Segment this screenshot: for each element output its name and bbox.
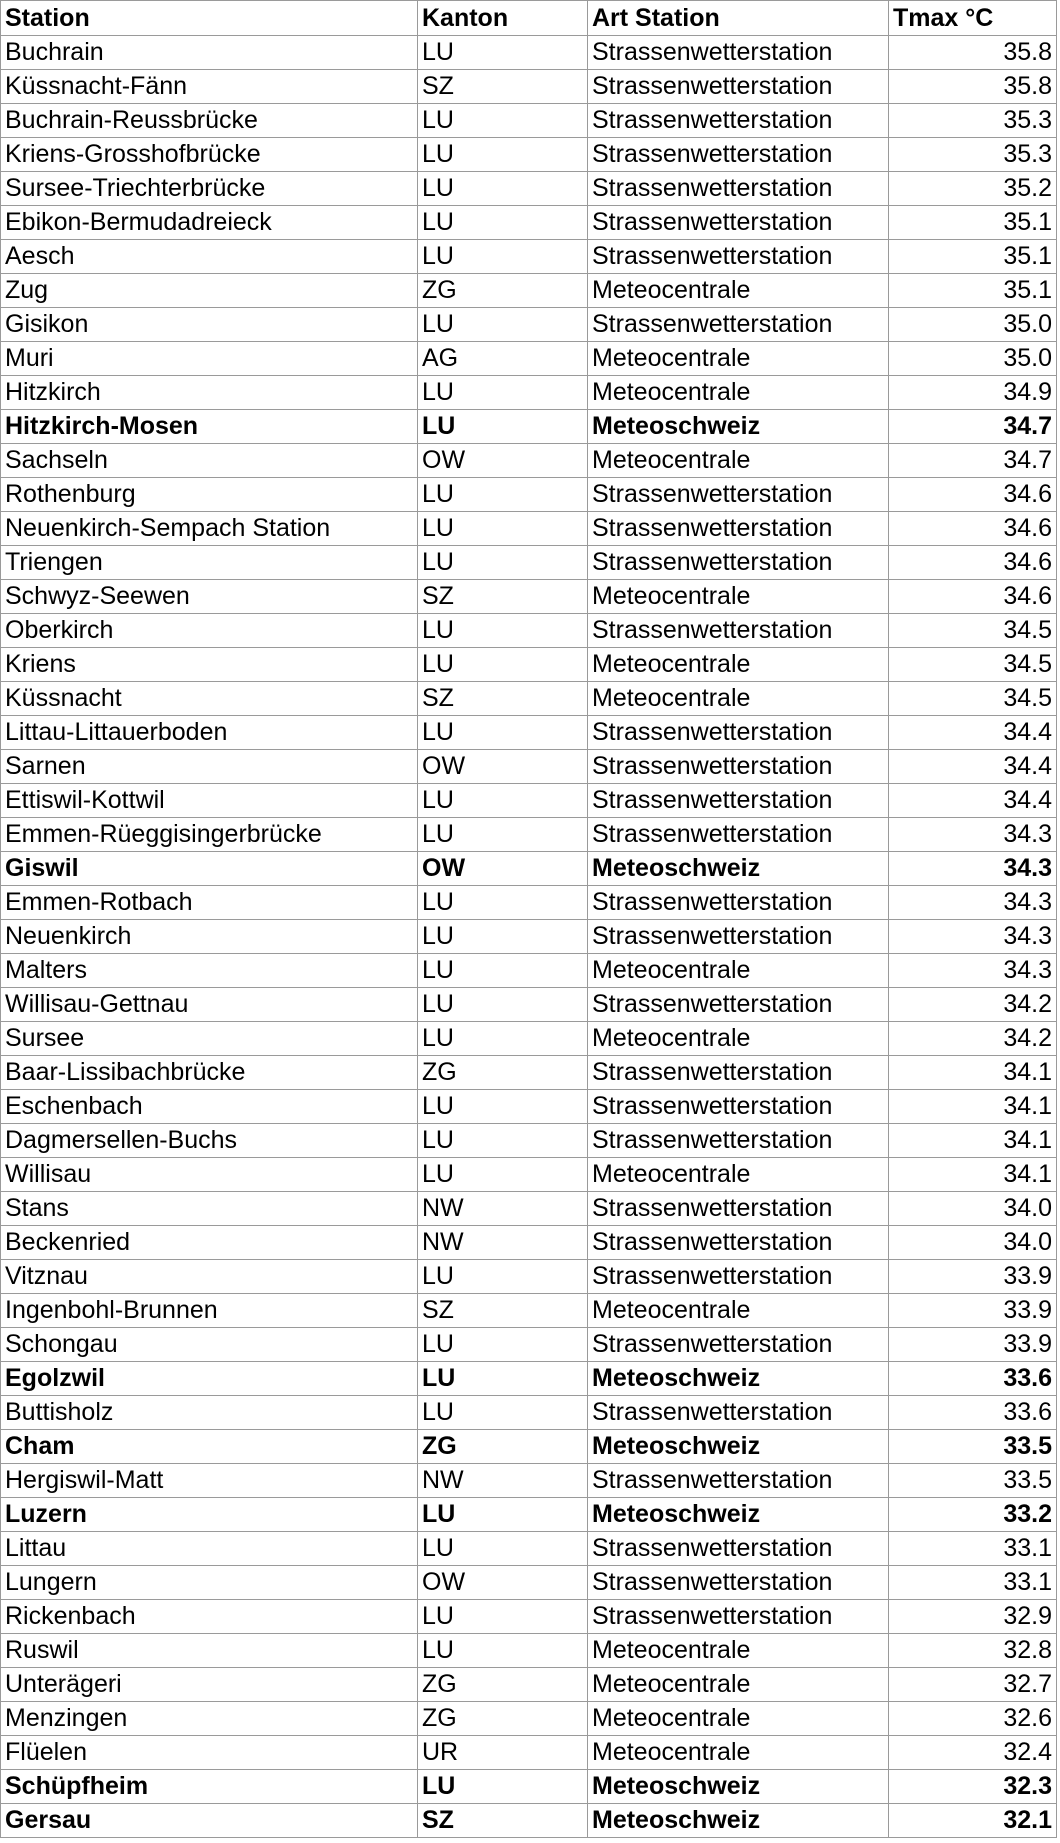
cell-tmax: 35.1 (889, 240, 1057, 274)
cell-tmax: 34.1 (889, 1124, 1057, 1158)
cell-station: Kriens-Grosshofbrücke (1, 138, 418, 172)
table-row (1, 104, 1057, 138)
cell-art-station: Meteocentrale (588, 1702, 889, 1736)
cell-station: Hergiswil-Matt (1, 1464, 418, 1498)
table-row (1, 206, 1057, 240)
table-row (1, 1090, 1057, 1124)
table-row (1, 784, 1057, 818)
cell-kanton: ZG (418, 1702, 588, 1736)
cell-station: Rickenbach (1, 1600, 418, 1634)
cell-station: Sachseln (1, 444, 418, 478)
cell-station: Egolzwil (1, 1362, 418, 1396)
table-row (1, 988, 1057, 1022)
cell-art-station: Meteocentrale (588, 1158, 889, 1192)
cell-station: Hitzkirch (1, 376, 418, 410)
header-art-station: Art Station (588, 1, 889, 36)
cell-art-station: Strassenwetterstation (588, 818, 889, 852)
table-row (1, 240, 1057, 274)
cell-kanton: OW (418, 1566, 588, 1600)
cell-art-station: Meteocentrale (588, 342, 889, 376)
cell-station: Buchrain (1, 36, 418, 70)
cell-kanton: LU (418, 240, 588, 274)
cell-art-station: Meteocentrale (588, 682, 889, 716)
cell-tmax: 34.3 (889, 818, 1057, 852)
cell-tmax: 34.1 (889, 1158, 1057, 1192)
table-row (1, 750, 1057, 784)
cell-kanton: LU (418, 920, 588, 954)
cell-kanton: SZ (418, 682, 588, 716)
cell-tmax: 33.2 (889, 1498, 1057, 1532)
cell-kanton: LU (418, 716, 588, 750)
cell-station: Eschenbach (1, 1090, 418, 1124)
cell-kanton: LU (418, 1328, 588, 1362)
cell-station: Emmen-Rüeggisingerbrücke (1, 818, 418, 852)
cell-tmax: 33.5 (889, 1464, 1057, 1498)
cell-station: Giswil (1, 852, 418, 886)
table-row (1, 172, 1057, 206)
table-row (1, 1056, 1057, 1090)
cell-station: Luzern (1, 1498, 418, 1532)
cell-station: Littau-Littauerboden (1, 716, 418, 750)
table-row (1, 546, 1057, 580)
cell-tmax: 34.7 (889, 410, 1057, 444)
cell-art-station: Strassenwetterstation (588, 478, 889, 512)
table-row (1, 1532, 1057, 1566)
cell-art-station: Meteocentrale (588, 1634, 889, 1668)
cell-tmax: 35.0 (889, 308, 1057, 342)
cell-station: Unterägeri (1, 1668, 418, 1702)
cell-art-station: Meteocentrale (588, 444, 889, 478)
cell-tmax: 34.1 (889, 1090, 1057, 1124)
cell-kanton: OW (418, 852, 588, 886)
cell-kanton: NW (418, 1226, 588, 1260)
cell-station: Schongau (1, 1328, 418, 1362)
table-row (1, 1566, 1057, 1600)
cell-tmax: 34.2 (889, 988, 1057, 1022)
cell-kanton: LU (418, 36, 588, 70)
table-row (1, 852, 1057, 886)
cell-tmax: 34.9 (889, 376, 1057, 410)
cell-art-station: Meteoschweiz (588, 1770, 889, 1804)
cell-art-station: Meteocentrale (588, 274, 889, 308)
cell-kanton: LU (418, 376, 588, 410)
cell-art-station: Meteocentrale (588, 580, 889, 614)
cell-kanton: LU (418, 1022, 588, 1056)
cell-station: Küssnacht (1, 682, 418, 716)
cell-art-station: Strassenwetterstation (588, 614, 889, 648)
cell-kanton: AG (418, 342, 588, 376)
table-row (1, 1498, 1057, 1532)
cell-art-station: Strassenwetterstation (588, 70, 889, 104)
cell-kanton: NW (418, 1464, 588, 1498)
cell-tmax: 34.6 (889, 478, 1057, 512)
cell-station: Hitzkirch-Mosen (1, 410, 418, 444)
cell-tmax: 33.1 (889, 1532, 1057, 1566)
cell-kanton: SZ (418, 70, 588, 104)
table-row (1, 1328, 1057, 1362)
cell-art-station: Strassenwetterstation (588, 750, 889, 784)
table-row (1, 1226, 1057, 1260)
cell-kanton: LU (418, 1158, 588, 1192)
cell-kanton: ZG (418, 1668, 588, 1702)
cell-art-station: Meteocentrale (588, 954, 889, 988)
cell-kanton: SZ (418, 1294, 588, 1328)
cell-kanton: LU (418, 818, 588, 852)
cell-art-station: Strassenwetterstation (588, 240, 889, 274)
header-station: Station (1, 1, 418, 36)
cell-kanton: LU (418, 1600, 588, 1634)
cell-art-station: Strassenwetterstation (588, 988, 889, 1022)
cell-art-station: Strassenwetterstation (588, 1260, 889, 1294)
cell-station: Cham (1, 1430, 418, 1464)
cell-station: Muri (1, 342, 418, 376)
cell-tmax: 33.9 (889, 1328, 1057, 1362)
cell-tmax: 32.8 (889, 1634, 1057, 1668)
cell-station: Dagmersellen-Buchs (1, 1124, 418, 1158)
cell-kanton: LU (418, 478, 588, 512)
cell-tmax: 34.0 (889, 1192, 1057, 1226)
table-row (1, 36, 1057, 70)
table-row (1, 1022, 1057, 1056)
cell-kanton: LU (418, 1770, 588, 1804)
cell-art-station: Strassenwetterstation (588, 886, 889, 920)
table-row (1, 648, 1057, 682)
cell-tmax: 34.7 (889, 444, 1057, 478)
cell-tmax: 33.5 (889, 1430, 1057, 1464)
cell-tmax: 35.8 (889, 70, 1057, 104)
cell-station: Willisau (1, 1158, 418, 1192)
cell-station: Rothenburg (1, 478, 418, 512)
table-row (1, 716, 1057, 750)
table-row (1, 1124, 1057, 1158)
cell-station: Ingenbohl-Brunnen (1, 1294, 418, 1328)
cell-tmax: 32.9 (889, 1600, 1057, 1634)
cell-art-station: Meteocentrale (588, 648, 889, 682)
cell-kanton: LU (418, 1260, 588, 1294)
table-row (1, 682, 1057, 716)
cell-tmax: 34.5 (889, 614, 1057, 648)
cell-station: Ebikon-Bermudadreieck (1, 206, 418, 240)
cell-station: Schüpfheim (1, 1770, 418, 1804)
cell-kanton: LU (418, 1124, 588, 1158)
cell-tmax: 35.3 (889, 138, 1057, 172)
cell-tmax: 33.1 (889, 1566, 1057, 1600)
table-row (1, 274, 1057, 308)
cell-kanton: SZ (418, 580, 588, 614)
table-row (1, 1294, 1057, 1328)
cell-tmax: 35.1 (889, 274, 1057, 308)
cell-kanton: ZG (418, 274, 588, 308)
table-row (1, 1600, 1057, 1634)
cell-tmax: 34.4 (889, 716, 1057, 750)
table-row (1, 444, 1057, 478)
cell-station: Stans (1, 1192, 418, 1226)
cell-art-station: Meteocentrale (588, 1736, 889, 1770)
cell-station: Oberkirch (1, 614, 418, 648)
cell-tmax: 35.0 (889, 342, 1057, 376)
table-row (1, 580, 1057, 614)
cell-station: Triengen (1, 546, 418, 580)
cell-tmax: 33.9 (889, 1294, 1057, 1328)
table-row (1, 512, 1057, 546)
cell-tmax: 32.1 (889, 1804, 1057, 1838)
cell-station: Littau (1, 1532, 418, 1566)
cell-kanton: LU (418, 1498, 588, 1532)
cell-tmax: 34.4 (889, 784, 1057, 818)
cell-art-station: Strassenwetterstation (588, 920, 889, 954)
table-row (1, 1634, 1057, 1668)
cell-tmax: 34.3 (889, 886, 1057, 920)
cell-art-station: Strassenwetterstation (588, 104, 889, 138)
cell-art-station: Meteocentrale (588, 1022, 889, 1056)
cell-kanton: LU (418, 784, 588, 818)
cell-art-station: Meteoschweiz (588, 410, 889, 444)
table-row (1, 818, 1057, 852)
cell-tmax: 34.6 (889, 512, 1057, 546)
cell-kanton: UR (418, 1736, 588, 1770)
table-row (1, 1736, 1057, 1770)
cell-kanton: LU (418, 1532, 588, 1566)
cell-kanton: LU (418, 1090, 588, 1124)
cell-kanton: LU (418, 172, 588, 206)
cell-station: Ettiswil-Kottwil (1, 784, 418, 818)
cell-kanton: LU (418, 104, 588, 138)
cell-tmax: 32.7 (889, 1668, 1057, 1702)
cell-art-station: Strassenwetterstation (588, 1226, 889, 1260)
cell-kanton: NW (418, 1192, 588, 1226)
cell-station: Emmen-Rotbach (1, 886, 418, 920)
cell-kanton: LU (418, 988, 588, 1022)
cell-art-station: Strassenwetterstation (588, 138, 889, 172)
cell-art-station: Strassenwetterstation (588, 1328, 889, 1362)
table-row (1, 478, 1057, 512)
cell-station: Neuenkirch (1, 920, 418, 954)
cell-art-station: Meteocentrale (588, 1668, 889, 1702)
cell-art-station: Strassenwetterstation (588, 206, 889, 240)
cell-station: Baar-Lissibachbrücke (1, 1056, 418, 1090)
cell-kanton: SZ (418, 1804, 588, 1838)
table-row (1, 886, 1057, 920)
cell-tmax: 35.1 (889, 206, 1057, 240)
cell-station: Gersau (1, 1804, 418, 1838)
cell-art-station: Strassenwetterstation (588, 1396, 889, 1430)
table-row (1, 1362, 1057, 1396)
cell-art-station: Strassenwetterstation (588, 784, 889, 818)
table-row (1, 410, 1057, 444)
cell-tmax: 33.9 (889, 1260, 1057, 1294)
table-row (1, 1260, 1057, 1294)
cell-art-station: Strassenwetterstation (588, 1464, 889, 1498)
cell-station: Lungern (1, 1566, 418, 1600)
cell-art-station: Meteoschweiz (588, 852, 889, 886)
table-row (1, 376, 1057, 410)
cell-art-station: Meteoschweiz (588, 1498, 889, 1532)
header-tmax: Tmax °C (889, 1, 1057, 36)
cell-station: Malters (1, 954, 418, 988)
table-row (1, 138, 1057, 172)
cell-kanton: OW (418, 444, 588, 478)
cell-art-station: Strassenwetterstation (588, 172, 889, 206)
cell-tmax: 34.3 (889, 920, 1057, 954)
cell-kanton: LU (418, 1634, 588, 1668)
cell-art-station: Meteocentrale (588, 1294, 889, 1328)
cell-tmax: 34.3 (889, 852, 1057, 886)
cell-station: Buchrain-Reussbrücke (1, 104, 418, 138)
cell-art-station: Strassenwetterstation (588, 1056, 889, 1090)
table-row (1, 1804, 1057, 1838)
cell-station: Aesch (1, 240, 418, 274)
cell-station: Schwyz-Seewen (1, 580, 418, 614)
table-row (1, 1668, 1057, 1702)
table-row (1, 1430, 1057, 1464)
cell-station: Beckenried (1, 1226, 418, 1260)
cell-kanton: LU (418, 512, 588, 546)
table-row (1, 342, 1057, 376)
cell-kanton: LU (418, 138, 588, 172)
cell-kanton: LU (418, 886, 588, 920)
table-body (1, 1, 1057, 1838)
cell-kanton: ZG (418, 1430, 588, 1464)
cell-kanton: ZG (418, 1056, 588, 1090)
cell-station: Ruswil (1, 1634, 418, 1668)
cell-station: Kriens (1, 648, 418, 682)
cell-tmax: 35.3 (889, 104, 1057, 138)
cell-station: Sursee (1, 1022, 418, 1056)
header-row (1, 1, 1057, 36)
cell-art-station: Meteoschweiz (588, 1362, 889, 1396)
table-row (1, 308, 1057, 342)
cell-art-station: Meteoschweiz (588, 1430, 889, 1464)
cell-art-station: Strassenwetterstation (588, 308, 889, 342)
cell-tmax: 34.5 (889, 648, 1057, 682)
table-row (1, 920, 1057, 954)
cell-tmax: 34.2 (889, 1022, 1057, 1056)
cell-tmax: 32.6 (889, 1702, 1057, 1736)
table-row (1, 70, 1057, 104)
cell-station: Sarnen (1, 750, 418, 784)
table-row (1, 1158, 1057, 1192)
table-row (1, 954, 1057, 988)
cell-art-station: Strassenwetterstation (588, 512, 889, 546)
table-row (1, 1702, 1057, 1736)
cell-station: Willisau-Gettnau (1, 988, 418, 1022)
cell-kanton: LU (418, 206, 588, 240)
cell-station: Neuenkirch-Sempach Station (1, 512, 418, 546)
cell-art-station: Meteoschweiz (588, 1804, 889, 1838)
cell-art-station: Strassenwetterstation (588, 716, 889, 750)
cell-kanton: OW (418, 750, 588, 784)
cell-tmax: 34.1 (889, 1056, 1057, 1090)
cell-tmax: 34.3 (889, 954, 1057, 988)
cell-tmax: 35.8 (889, 36, 1057, 70)
table-row (1, 1396, 1057, 1430)
cell-tmax: 34.5 (889, 682, 1057, 716)
cell-station: Vitznau (1, 1260, 418, 1294)
cell-station: Menzingen (1, 1702, 418, 1736)
cell-art-station: Strassenwetterstation (588, 1124, 889, 1158)
cell-station: Buttisholz (1, 1396, 418, 1430)
cell-tmax: 32.4 (889, 1736, 1057, 1770)
table-row (1, 1192, 1057, 1226)
cell-kanton: LU (418, 410, 588, 444)
cell-station: Küssnacht-Fänn (1, 70, 418, 104)
cell-art-station: Strassenwetterstation (588, 1600, 889, 1634)
cell-art-station: Meteocentrale (588, 376, 889, 410)
cell-kanton: LU (418, 1362, 588, 1396)
cell-kanton: LU (418, 648, 588, 682)
table-row (1, 614, 1057, 648)
cell-tmax: 34.4 (889, 750, 1057, 784)
cell-tmax: 35.2 (889, 172, 1057, 206)
cell-station: Zug (1, 274, 418, 308)
cell-kanton: LU (418, 546, 588, 580)
cell-art-station: Strassenwetterstation (588, 1532, 889, 1566)
cell-tmax: 33.6 (889, 1396, 1057, 1430)
table-row (1, 1770, 1057, 1804)
header-kanton: Kanton (418, 1, 588, 36)
cell-tmax: 32.3 (889, 1770, 1057, 1804)
table-row (1, 1464, 1057, 1498)
cell-tmax: 34.0 (889, 1226, 1057, 1260)
cell-station: Sursee-Triechterbrücke (1, 172, 418, 206)
cell-art-station: Strassenwetterstation (588, 1192, 889, 1226)
cell-station: Flüelen (1, 1736, 418, 1770)
cell-kanton: LU (418, 954, 588, 988)
cell-kanton: LU (418, 1396, 588, 1430)
cell-art-station: Strassenwetterstation (588, 1566, 889, 1600)
cell-tmax: 34.6 (889, 546, 1057, 580)
cell-art-station: Strassenwetterstation (588, 36, 889, 70)
cell-art-station: Strassenwetterstation (588, 546, 889, 580)
cell-station: Gisikon (1, 308, 418, 342)
cell-tmax: 34.6 (889, 580, 1057, 614)
cell-kanton: LU (418, 308, 588, 342)
cell-art-station: Strassenwetterstation (588, 1090, 889, 1124)
cell-tmax: 33.6 (889, 1362, 1057, 1396)
cell-kanton: LU (418, 614, 588, 648)
